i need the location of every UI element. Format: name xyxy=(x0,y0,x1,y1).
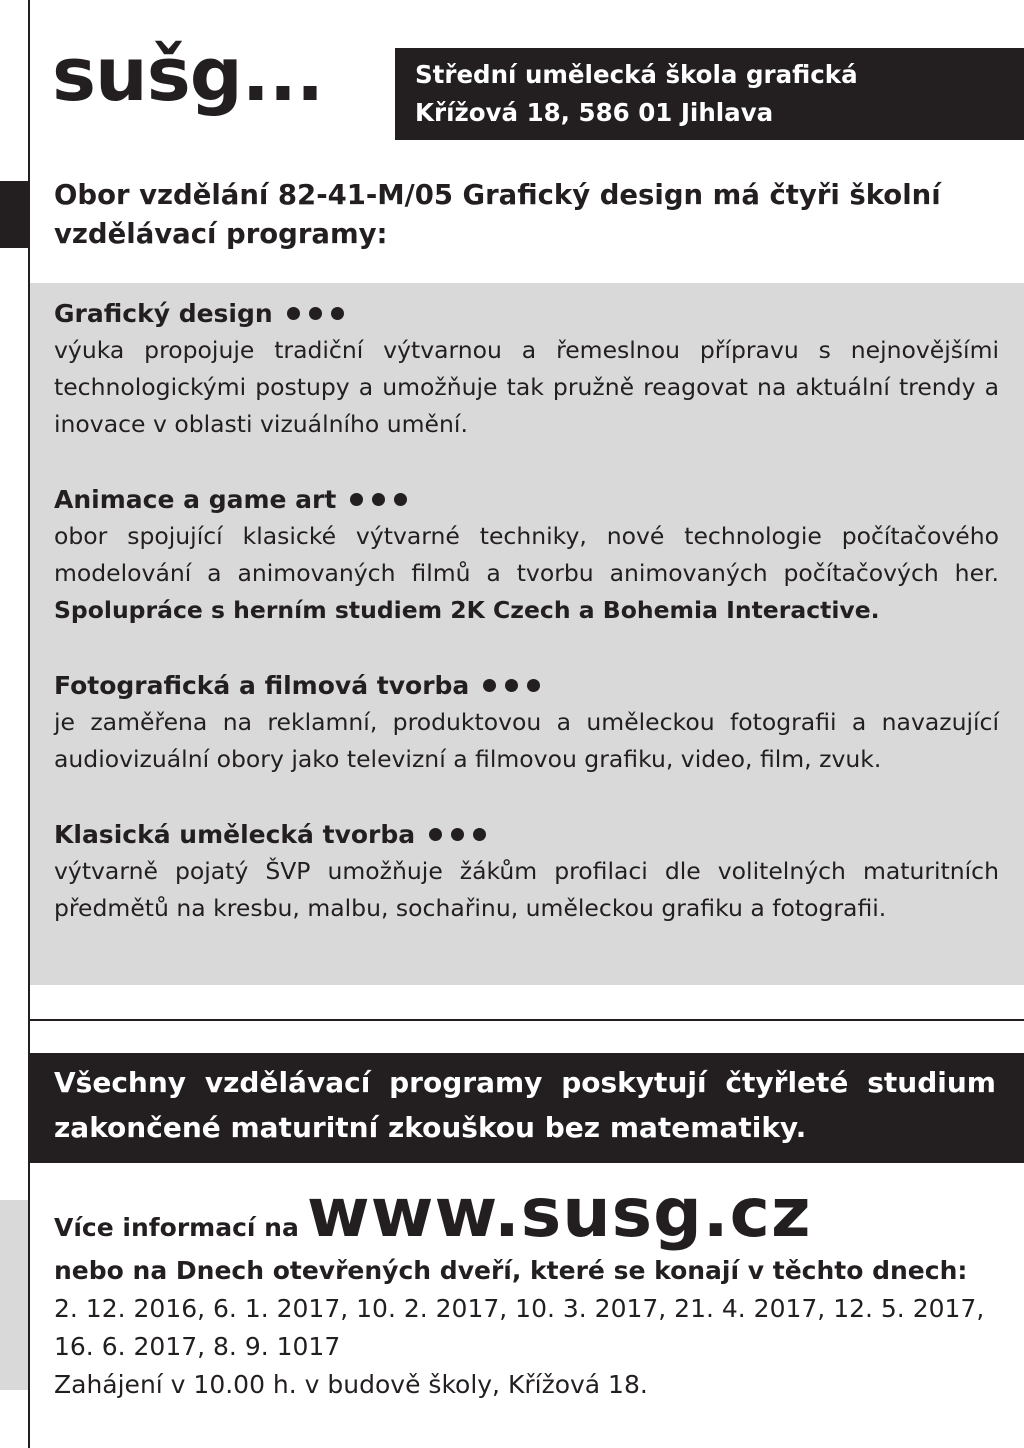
website-link[interactable]: www.susg.cz xyxy=(306,1174,812,1253)
programs-panel xyxy=(30,283,1024,985)
program-description: obor spojující klasické výtvarné techniky, nové technologie počítačového modelování a animovaných filmů a tvorbu animovaných počítačových her. Spolupráce s herním studiem 2K Czech a Bohemia Interactive. xyxy=(54,522,999,624)
program-title: Fotografická a filmová tvorba xyxy=(54,667,999,704)
banner-text: Všechny vzdělávací programy poskytují čtyřleté studium zakončené maturitní zkouškou bez matematiky. xyxy=(54,1066,996,1144)
dots-icon xyxy=(429,816,495,853)
intro-heading: Obor vzdělání 82-41-M/05 Grafický design má čtyři školní vzdělávací programy: xyxy=(54,179,941,250)
program-title: Grafický design xyxy=(54,295,999,332)
program-description: je zaměřena na reklamní, produktovou a uměleckou fotografii a navazující audiovizuální obory jako televizní a filmovou grafiku, video, film, zvuk. xyxy=(54,708,999,773)
left-grey-tab xyxy=(0,1200,28,1390)
study-banner xyxy=(30,1053,1024,1163)
more-info xyxy=(54,1174,1014,1404)
dots-icon xyxy=(287,295,353,332)
school-address: Křížová 18, 586 01 Jihlava xyxy=(415,98,774,127)
school-logo: sušg... xyxy=(52,32,324,118)
program-title: Klasická umělecká tvorba xyxy=(54,816,999,853)
program-klasicka xyxy=(54,816,999,927)
dots-icon xyxy=(483,667,549,704)
open-days-heading: nebo na Dnech otevřených dveří, které se konají v těchto dnech: xyxy=(54,1256,968,1285)
program-description: výuka propojuje tradiční výtvarnou a řemeslnou přípravu s nejnovějšími technologickými postupy a umožňuje tak pružně reagovat na aktuální trendy a inovace v oblasti vizuálního umění. xyxy=(54,336,999,438)
dates-line: 2. 12. 2016, 6. 1. 2017, 10. 2. 2017, 10. 3. 2017, 21. 4. 2017, 12. 5. 2017, xyxy=(54,1294,985,1323)
school-header xyxy=(395,48,1024,140)
more-info-line xyxy=(54,1174,1014,1253)
dates-line: 16. 6. 2017, 8. 9. 1017 xyxy=(54,1332,341,1361)
open-days-dates xyxy=(54,1290,1014,1366)
more-info-label: Více informací na xyxy=(54,1213,299,1242)
section-divider xyxy=(30,1019,1024,1021)
program-graficky-design xyxy=(54,295,999,443)
school-name: Střední umělecká škola grafická xyxy=(415,60,858,89)
program-animace xyxy=(54,481,999,629)
left-dark-tab xyxy=(0,181,28,248)
program-partnership: Spolupráce s herním studiem 2K Czech a Bohemia Interactive. xyxy=(54,596,880,624)
start-time-note: Zahájení v 10.00 h. v budově školy, Křížová 18. xyxy=(54,1370,648,1399)
program-fotograficka xyxy=(54,667,999,778)
program-title: Animace a game art xyxy=(54,481,999,518)
dots-icon xyxy=(350,481,416,518)
program-description: výtvarně pojatý ŠVP umožňuje žákům profilaci dle volitelných maturitních předmětů na kresbu, malbu, sochařinu, uměleckou grafiku a fotografii. xyxy=(54,857,999,922)
